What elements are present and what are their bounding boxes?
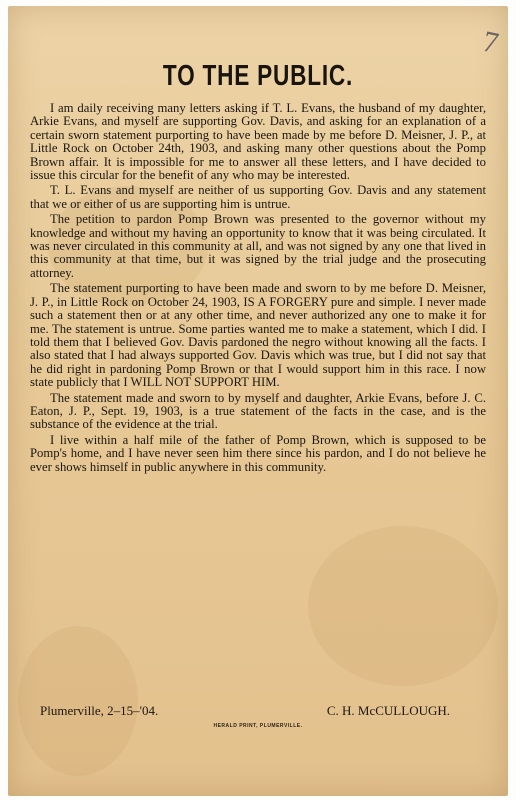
signature: C. H. McCULLOUGH. — [326, 703, 450, 718]
paragraph-petition: The petition to pardon Pomp Brown was presented to the governor without my knowledge and without my having an opportunity to know that it was being circulated. It was never circulated in this community at all, and was not signed by any one that lived in this community at that time, but it was signed by the trial judge and the prosecuting attorney. — [30, 212, 486, 280]
document-body — [30, 102, 486, 476]
paragraph-sworn-statement: The statement made and sworn to by myself and daughter, Arkie Evans, before J. C. Eaton, J. P., Sept. 19, 1903, is a true statement of the facts in the case, and is the substance of the evidence at the trial. — [30, 390, 486, 432]
printer-imprint: HERALD PRINT, PLUMERVILLE. — [213, 723, 303, 729]
paragraph-residence: I live within a half mile of the father of Pomp Brown, which is supposed to be Pomp's home, and I have never seen him there since his pardon, and I do not believe he ever shows himself in public anywhere in this community. — [30, 432, 486, 474]
paper-stain — [18, 626, 138, 776]
paragraph-forgery: The statement purporting to have been made and sworn to by me before D. Meisner, J. P., in Little Rock on October 24, 1903, IS A FORGERY pure and simple. I never made such a statement then or at any other time, and never authorized any one to make it for me. The statement is untrue. Some parties wanted me to make a statement, which I did. I told them that I believed Gov. Davis pardoned the negro without knowing all the facts. I also stated that I had always supported Gov. Davis which was true, but I did not say that he did right in pardoning Pomp Brown or that I would support him in this race. I now state publicly that I WILL NOT SUPPORT HIM. — [30, 281, 486, 390]
paragraph-not-supporting: T. L. Evans and myself are neither of us supporting Gov. Davis and any statement that we or either of us are supporting him is untrue. — [30, 183, 486, 211]
paragraph-letters: I am daily receiving many letters asking if T. L. Evans, the husband of my daughter, Arkie Evans, and myself are supporting Gov. Davis, and asking for an explanation of a certain sworn statement purporting to have been made by me before D. Meisner, J. P., at Little Rock on October 24th, 1903, and asking many other questions about the Pomp Brown affair. It is impossible for me to answer all these letters, and I have decided to issue this circular for the benefit of any who may be interested. — [30, 101, 486, 183]
paper-stain — [308, 526, 498, 686]
handbill-page — [8, 6, 508, 796]
page-title: TO THE PUBLIC. — [162, 60, 354, 92]
handwritten-margin-note: 7 — [479, 24, 502, 61]
place-date: Plumerville, 2–15–'04. — [40, 703, 159, 718]
